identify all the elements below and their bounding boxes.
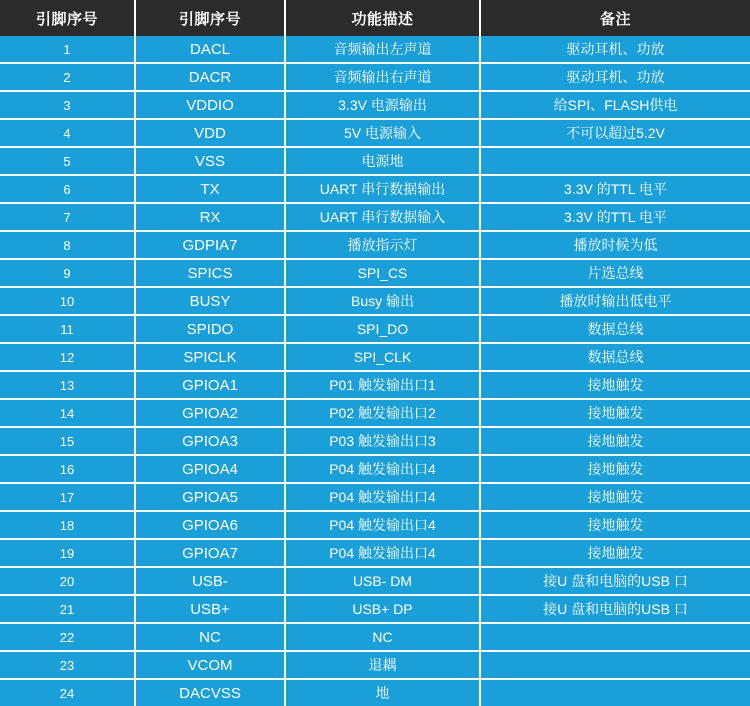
cell-pin-name: GPIOA6 — [135, 511, 285, 539]
cell-pin-index: 24 — [0, 679, 135, 706]
cell-remark: 接地触发 — [480, 455, 750, 483]
cell-function: P04 触发输出口4 — [285, 539, 480, 567]
cell-pin-name: GPIOA7 — [135, 539, 285, 567]
cell-function: UART 串行数据输出 — [285, 175, 480, 203]
cell-function: P04 触发输出口4 — [285, 483, 480, 511]
cell-pin-name: SPICS — [135, 259, 285, 287]
cell-pin-name: GPIOA1 — [135, 371, 285, 399]
table-row — [0, 119, 750, 147]
cell-remark: 接地触发 — [480, 483, 750, 511]
table-row — [0, 231, 750, 259]
cell-function: UART 串行数据输入 — [285, 203, 480, 231]
table-row — [0, 371, 750, 399]
cell-pin-index: 17 — [0, 483, 135, 511]
cell-remark: 3.3V 的TTL 电平 — [480, 175, 750, 203]
cell-pin-index: 21 — [0, 595, 135, 623]
table-row — [0, 539, 750, 567]
cell-pin-name: DACR — [135, 63, 285, 91]
table-row — [0, 679, 750, 706]
cell-remark: 接地触发 — [480, 399, 750, 427]
column-header-pin-index: 引脚序号 — [0, 0, 135, 36]
cell-remark: 接U 盘和电脑的USB 口 — [480, 595, 750, 623]
cell-remark: 接地触发 — [480, 539, 750, 567]
cell-pin-name: NC — [135, 623, 285, 651]
cell-pin-index: 8 — [0, 231, 135, 259]
cell-remark — [480, 147, 750, 175]
cell-function: P04 触发输出口4 — [285, 455, 480, 483]
table-row — [0, 399, 750, 427]
cell-pin-index: 10 — [0, 287, 135, 315]
cell-remark — [480, 623, 750, 651]
cell-remark: 数据总线 — [480, 315, 750, 343]
cell-pin-name: GPIOA5 — [135, 483, 285, 511]
column-header-remark: 备注 — [480, 0, 750, 36]
cell-function: 音频输出左声道 — [285, 36, 480, 63]
cell-function: 5V 电源输入 — [285, 119, 480, 147]
table-row — [0, 203, 750, 231]
cell-pin-name: TX — [135, 175, 285, 203]
cell-pin-name: SPICLK — [135, 343, 285, 371]
cell-pin-index: 12 — [0, 343, 135, 371]
cell-pin-index: 15 — [0, 427, 135, 455]
cell-function: USB+ DP — [285, 595, 480, 623]
cell-pin-index: 14 — [0, 399, 135, 427]
cell-pin-name: DACVSS — [135, 679, 285, 706]
cell-function: SPI_CS — [285, 259, 480, 287]
cell-pin-name: DACL — [135, 36, 285, 63]
cell-pin-index: 5 — [0, 147, 135, 175]
cell-remark — [480, 679, 750, 706]
table-row — [0, 315, 750, 343]
cell-remark: 播放时候为低 — [480, 231, 750, 259]
cell-pin-name: VDD — [135, 119, 285, 147]
cell-remark: 不可以超过5.2V — [480, 119, 750, 147]
cell-pin-index: 18 — [0, 511, 135, 539]
table-row — [0, 567, 750, 595]
cell-remark: 接U 盘和电脑的USB 口 — [480, 567, 750, 595]
table-row — [0, 511, 750, 539]
cell-remark: 接地触发 — [480, 511, 750, 539]
cell-pin-index: 23 — [0, 651, 135, 679]
cell-pin-name: GPIOA2 — [135, 399, 285, 427]
table-row — [0, 343, 750, 371]
cell-function: 音频输出右声道 — [285, 63, 480, 91]
table-row — [0, 455, 750, 483]
column-header-pin-name: 引脚序号 — [135, 0, 285, 36]
cell-pin-index: 13 — [0, 371, 135, 399]
table-header — [0, 0, 750, 36]
cell-pin-name: BUSY — [135, 287, 285, 315]
cell-pin-index: 1 — [0, 36, 135, 63]
cell-function: P01 触发输出口1 — [285, 371, 480, 399]
cell-remark: 接地触发 — [480, 427, 750, 455]
cell-pin-name: USB+ — [135, 595, 285, 623]
cell-function: 电源地 — [285, 147, 480, 175]
cell-function: NC — [285, 623, 480, 651]
cell-function: 退耦 — [285, 651, 480, 679]
cell-pin-index: 19 — [0, 539, 135, 567]
cell-pin-index: 20 — [0, 567, 135, 595]
cell-pin-name: USB- — [135, 567, 285, 595]
cell-function: P02 触发输出口2 — [285, 399, 480, 427]
cell-pin-index: 9 — [0, 259, 135, 287]
cell-function: USB- DM — [285, 567, 480, 595]
cell-pin-index: 6 — [0, 175, 135, 203]
table-row — [0, 91, 750, 119]
table-row — [0, 427, 750, 455]
cell-pin-name: RX — [135, 203, 285, 231]
cell-function: SPI_CLK — [285, 343, 480, 371]
cell-remark: 播放时输出低电平 — [480, 287, 750, 315]
cell-pin-index: 16 — [0, 455, 135, 483]
cell-function: P04 触发输出口4 — [285, 511, 480, 539]
cell-pin-name: GDPIA7 — [135, 231, 285, 259]
table-row — [0, 259, 750, 287]
cell-pin-name: GPIOA4 — [135, 455, 285, 483]
cell-pin-index: 4 — [0, 119, 135, 147]
table-row — [0, 36, 750, 63]
cell-pin-name: VDDIO — [135, 91, 285, 119]
cell-pin-name: SPIDO — [135, 315, 285, 343]
table-row — [0, 175, 750, 203]
cell-remark: 3.3V 的TTL 电平 — [480, 203, 750, 231]
cell-remark — [480, 651, 750, 679]
cell-pin-name: VCOM — [135, 651, 285, 679]
table-row — [0, 483, 750, 511]
cell-function: SPI_DO — [285, 315, 480, 343]
cell-function: Busy 输出 — [285, 287, 480, 315]
cell-pin-index: 2 — [0, 63, 135, 91]
cell-function: 3.3V 电源输出 — [285, 91, 480, 119]
cell-pin-name: GPIOA3 — [135, 427, 285, 455]
table-header-row — [0, 0, 750, 36]
cell-remark: 接地触发 — [480, 371, 750, 399]
column-header-function: 功能描述 — [285, 0, 480, 36]
cell-pin-index: 11 — [0, 315, 135, 343]
cell-pin-index: 3 — [0, 91, 135, 119]
cell-pin-index: 7 — [0, 203, 135, 231]
table-row — [0, 287, 750, 315]
cell-pin-name: VSS — [135, 147, 285, 175]
cell-remark: 驱动耳机、功放 — [480, 36, 750, 63]
cell-pin-index: 22 — [0, 623, 135, 651]
table-row — [0, 595, 750, 623]
cell-function: P03 触发输出口3 — [285, 427, 480, 455]
table-row — [0, 651, 750, 679]
table-row — [0, 63, 750, 91]
cell-remark: 驱动耳机、功放 — [480, 63, 750, 91]
cell-function: 播放指示灯 — [285, 231, 480, 259]
cell-remark: 片选总线 — [480, 259, 750, 287]
cell-function: 地 — [285, 679, 480, 706]
table-row — [0, 147, 750, 175]
cell-remark: 数据总线 — [480, 343, 750, 371]
cell-remark: 给SPI、FLASH供电 — [480, 91, 750, 119]
table-body — [0, 36, 750, 706]
table-row — [0, 623, 750, 651]
